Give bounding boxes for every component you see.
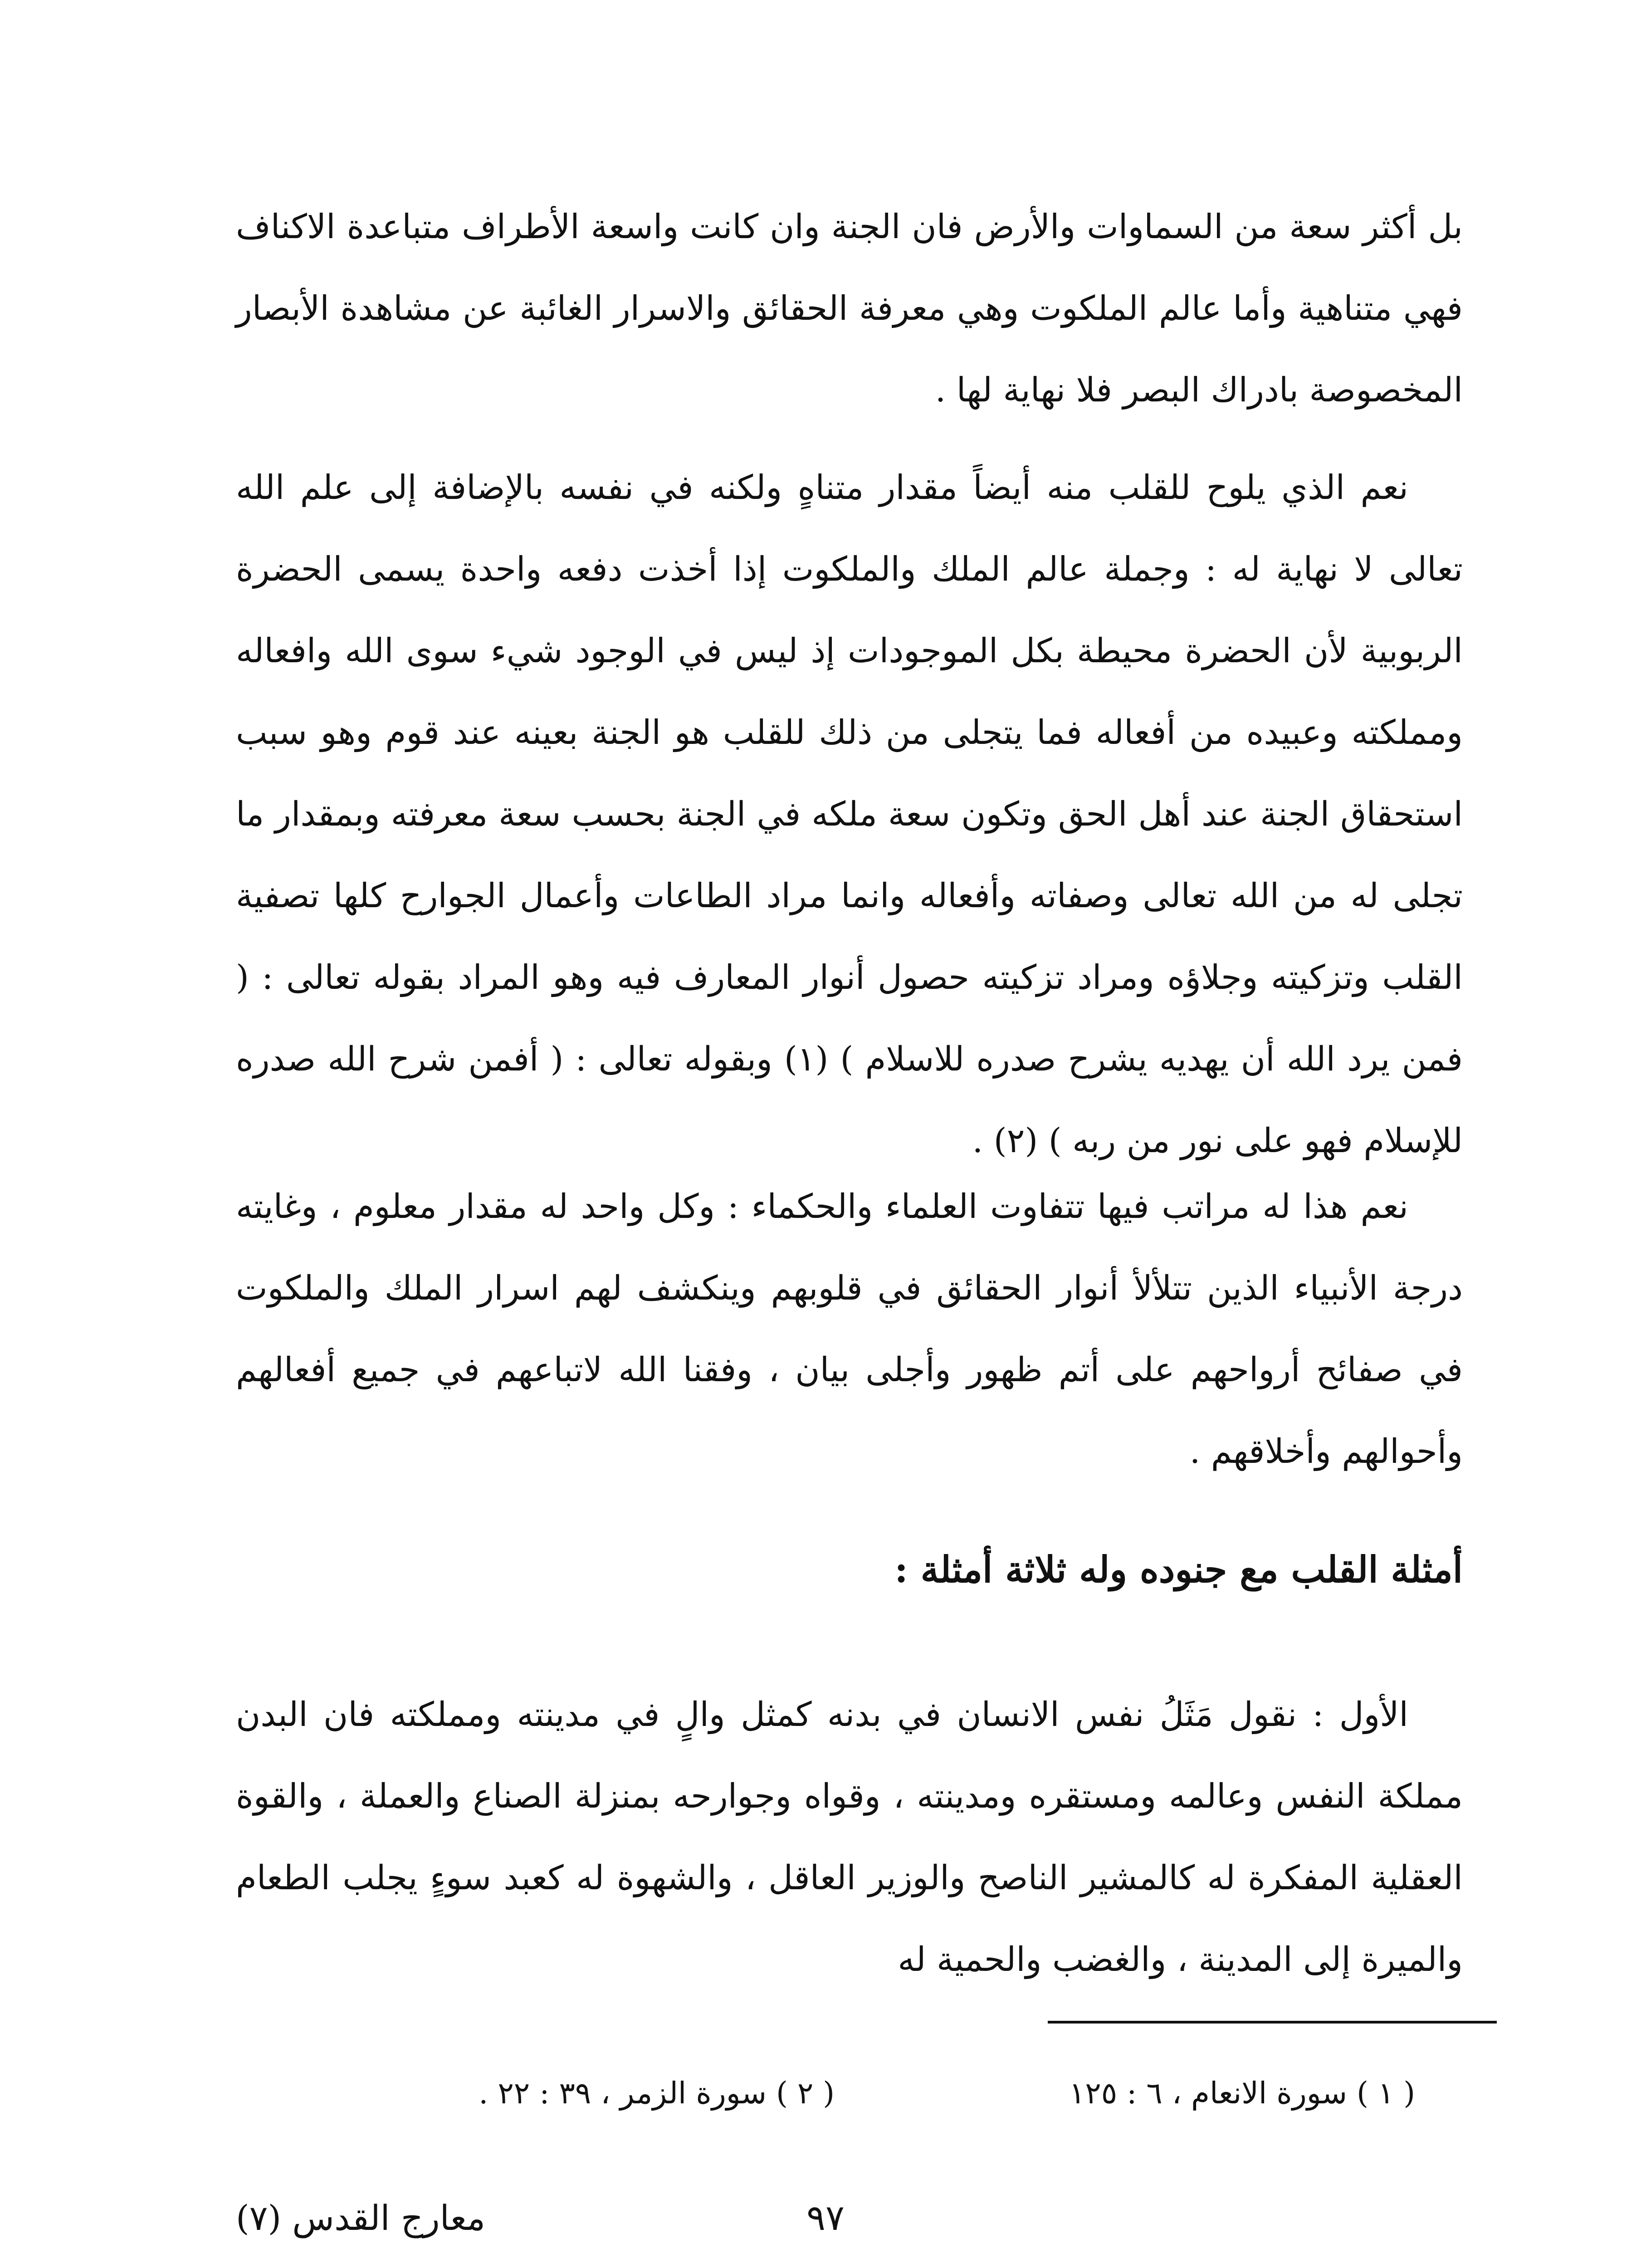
body-paragraph-4: الأول : نقول مَثَلُ نفس الانسان في بدنه كمثل والٍ في مدينته ومملكته فان البدن مملكة النفس وعالمه ومستقره ومدينته ، وقواه وجوارحه بمنزلة الصناع والعملة ، والقوة العقلية المفكرة له كالمشير الناصح والوزير العاقل ، والشهوة له كعبد سوءٍ يجلب الطعام والميرة إلى المدينة ، والغضب والحمية له	[236, 1695, 1463, 1979]
footnote-divider	[1048, 2021, 1497, 2024]
body-paragraph-2: نعم الذي يلوح للقلب منه أيضاً مقدار متناهٍ ولكنه في نفسه بالإضافة إلى علم الله تعالى لا نهاية له : وجملة عالم الملك والملكوت إذا أخذت دفعه واحدة يسمى الحضرة الربوبية لأن الحضرة محيطة بكل الموجودات إذ ليس في الوجود شيء سوى الله وافعاله ومملكته وعبيده من أفعاله فما يتجلى من ذلك للقلب هو الجنة بعينه عند قوم وهو سبب استحقاق الجنة عند أهل الحق وتكون سعة ملكه في الجنة بحسب سعة معرفته وبمقدار ما تجلى له من الله تعالى وصفاته وأفعاله وانما مراد الطاعات وأعمال الجوارح كلها تصفية القلب وتزكيته وجلاؤه ومراد تزكيته حصول أنوار المعارف فيه وهو المراد بقوله تعالى : ( فمن يرد الله أن يهديه يشرح صدره للاسلام ) (١) وبقوله تعالى : ( أفمن شرح الله صدره للإسلام فهو على نور من ربه ) (٢) .	[236, 468, 1463, 1160]
footnote-2: ( ٢ ) سورة الزمر ، ٣٩ : ٢٢ .	[479, 2076, 835, 2111]
body-paragraph-3: نعم هذا له مراتب فيها تتفاوت العلماء والحكماء : وكل واحد له مقدار معلوم ، وغايته درجة الأنبياء الذين تتلألأ أنوار الحقائق في قلوبهم وينكشف لهم اسرار الملك والملكوت في صفائح أرواحهم على أتم ظهور وأجلى بيان ، وفقنا الله لاتباعهم في جميع أفعالهم وأحوالهم وأخلاقهم .	[236, 1187, 1463, 1471]
running-footer-title: معارج القدس (٧)	[236, 2198, 486, 2238]
section-heading: أمثلة القلب مع جنوده وله ثلاثة أمثلة :	[894, 1548, 1463, 1591]
body-paragraph-1: بل أكثر سعة من السماوات والأرض فان الجنة وان كانت واسعة الأطراف متباعدة الاكناف فهي متناهية وأما عالم الملكوت وهي معرفة الحقائق والاسرار الغائبة عن مشاهدة الأبصار المخصوصة بادراك البصر فلا نهاية لها .	[236, 207, 1463, 410]
footnote-1: ( ١ ) سورة الانعام ، ٦ : ١٢٥	[1069, 2076, 1415, 2111]
page-number: ٩٧	[806, 2198, 845, 2239]
